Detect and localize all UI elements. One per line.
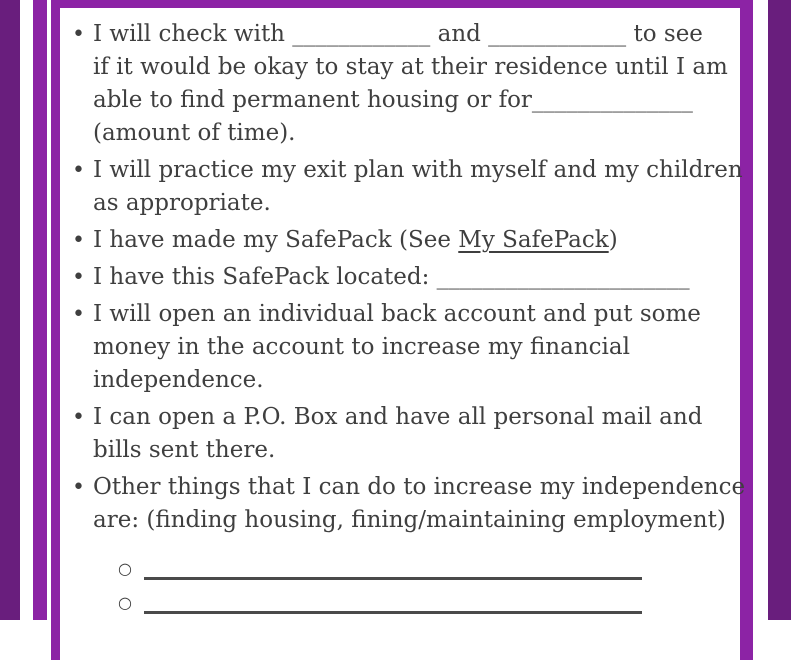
text-line: I will practice my exit plan with myself and my children <box>93 157 743 183</box>
bullet-icon: • <box>72 405 85 430</box>
left-accent-stripe <box>33 0 47 620</box>
bullet-icon: • <box>72 475 85 500</box>
text-line: able to find permanent housing or for______________ <box>93 87 693 113</box>
list-item <box>72 401 726 467</box>
text-line: money in the account to increase my financial <box>93 334 630 360</box>
list-item <box>72 261 726 294</box>
blank-write-line <box>144 554 642 580</box>
sub-list-item <box>118 581 726 614</box>
text-line: (amount of time). <box>93 120 296 146</box>
text-line: I will open an individual back account and put some <box>93 301 701 327</box>
bullet-icon: • <box>72 302 85 327</box>
sub-list <box>118 547 726 614</box>
list-item <box>72 298 726 397</box>
left-outer-border <box>0 0 20 620</box>
blank-write-line <box>144 588 642 614</box>
text-line: independence. <box>93 367 264 393</box>
bullet-icon: • <box>72 158 85 183</box>
bullet-icon: • <box>72 228 85 253</box>
list-item <box>72 154 743 220</box>
text-line: are: (finding housing, fining/maintaining employment) <box>93 507 726 533</box>
bullet-icon: • <box>72 22 85 47</box>
text-line: I will check with ____________ and ____________ to see <box>93 21 703 47</box>
list-item <box>72 18 726 150</box>
circle-bullet-icon: ○ <box>118 593 132 612</box>
worksheet-card <box>51 0 753 660</box>
text-line: I can open a P.O. Box and have all personal mail and <box>93 404 703 430</box>
text-segment: ) <box>608 227 618 253</box>
text-segment: I have made my SafePack (See <box>93 227 459 253</box>
text-line: as appropriate. <box>93 190 271 216</box>
sub-list-item <box>118 547 726 580</box>
circle-bullet-icon: ○ <box>118 559 132 578</box>
list-item <box>72 471 746 537</box>
right-outer-border <box>768 0 791 620</box>
list-item <box>72 224 726 257</box>
bullet-icon: • <box>72 265 85 290</box>
text-line: I have this SafePack located: ______________________ <box>93 264 690 290</box>
text-line: bills sent there. <box>93 437 276 463</box>
text-line: Other things that I can do to increase my independence <box>93 474 746 500</box>
text-line: if it would be okay to stay at their residence until I am <box>93 54 728 80</box>
text-line <box>93 224 726 257</box>
my-safepack-link[interactable]: My SafePack <box>458 227 609 253</box>
